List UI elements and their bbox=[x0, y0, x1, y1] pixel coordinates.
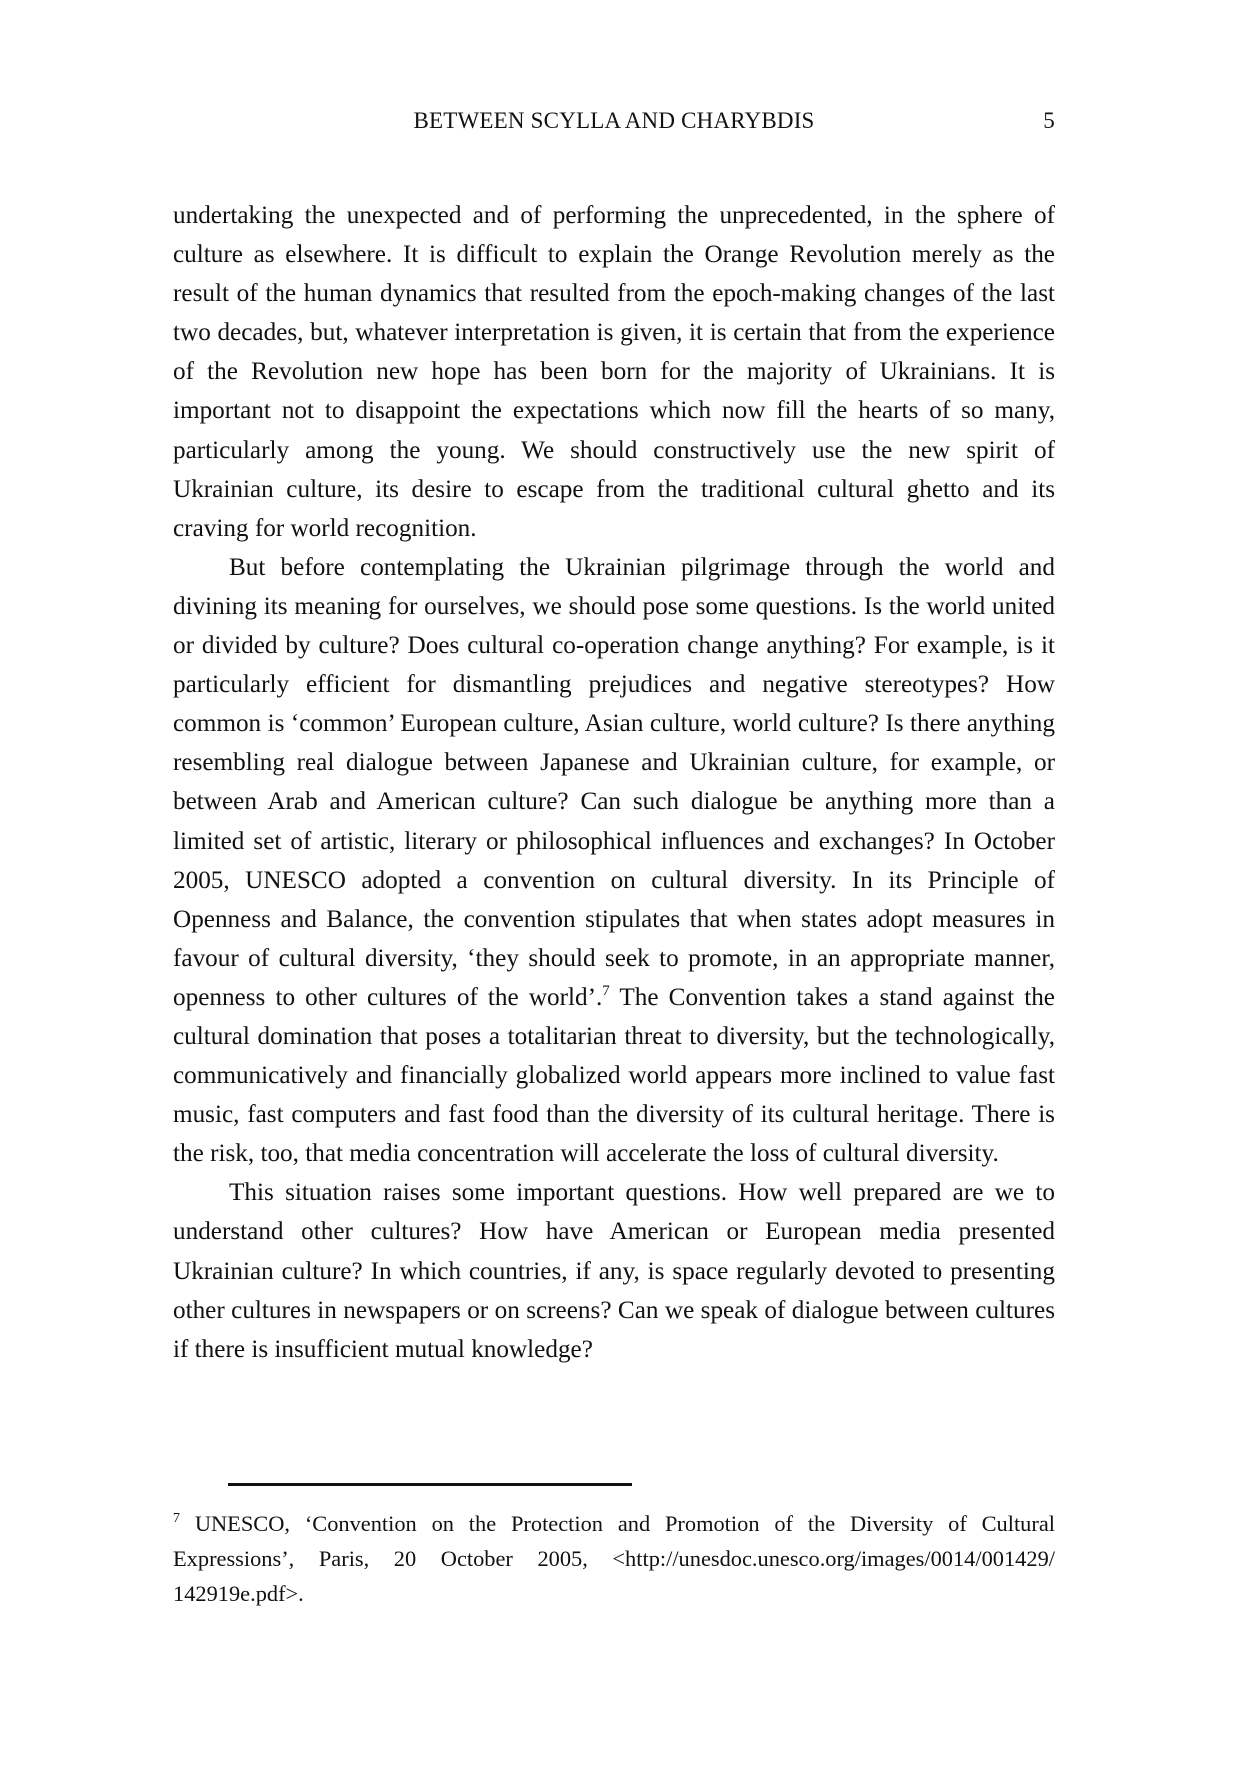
running-title: BETWEEN SCYLLA AND CHARYBDIS bbox=[413, 108, 815, 133]
paragraph-2 bbox=[173, 548, 1055, 1174]
footnote-number: 7 bbox=[173, 1511, 180, 1526]
footnotes bbox=[173, 1506, 1055, 1611]
footnote-separator bbox=[228, 1483, 632, 1486]
running-head bbox=[173, 108, 1055, 140]
paragraph-3: This situation raises some important questions. How well prepared are we to understand other cultures? How have American or European media presented Ukrainian culture? In which countries, if any, is space regularly devoted to presenting other cultures in newspapers or on screens? Can we speak of dialogue between cultures if there is insufficient mutual knowledge? bbox=[173, 1179, 1055, 1363]
page-number: 5 bbox=[1043, 108, 1055, 133]
paragraph-1: undertaking the unexpected and of performing the unprecedented, in the sphere of culture as elsewhere. It is difficult to explain the Orange Revolution merely as the result of the human dynamics that resulted from the epoch-making changes of the last two decades, but, whatever interpretation is given, it is certain that from the experience of the Revolution new hope has been born for the majority of Ukrainians. It is important not to disappoint the expectations which now fill the hearts of so many, particularly among the young. We should constructively use the new spirit of Ukrainian culture, its desire to escape from the traditional cultural ghetto and its craving for world recognition. bbox=[173, 202, 1055, 542]
footnote-text: UNESCO, ‘Convention on the Protection and Promotion of the Diversity of Cultural Expressions’, Paris, 20 October 2005, <http://unesdoc.unesco.org/images/0014/001429/ 142919e.pdf>. bbox=[173, 1511, 1055, 1606]
footnote-7 bbox=[173, 1506, 1055, 1611]
paragraph-2-text-after-ref: The Convention takes a stand against the cultural domination that poses a totalitarian threat to diversity, but the technologically, communicatively and financially globalized world appears more inclined to value fast music, fast computers and fast food than the diversity of its cultural heritage. There is the risk, too, that media concentration will accelerate the loss of cultural diversity. bbox=[173, 983, 1055, 1168]
paragraph-2-text-before-ref: But before contemplating the Ukrainian pilgrimage through the world and divining its meaning for ourselves, we should pose some questions. Is the world united or divided by culture? Does cultural co-operation change anything? For example, is it particularly efficient for dismantling prejudices and negative stereotypes? How common is ‘common’ European culture, Asian culture, world culture? Is there anything resembling real dialogue between Japanese and Ukrainian culture, for example, or between Arab and American culture? Can such dialogue be anything more than a limited set of artistic, literary or philosophical influences and exchanges? In October 2005, UNESCO adopted a convention on cultural diversity. In its Principle of Openness and Balance, the convention stipulates that when states adopt measures in favour of cultural diversity, ‘they should seek to promote, in an appropriate manner, openness to other cultures of the world’. bbox=[173, 553, 1055, 1011]
body-text bbox=[173, 196, 1055, 1369]
footnote-reference-7[interactable]: 7 bbox=[602, 982, 610, 999]
